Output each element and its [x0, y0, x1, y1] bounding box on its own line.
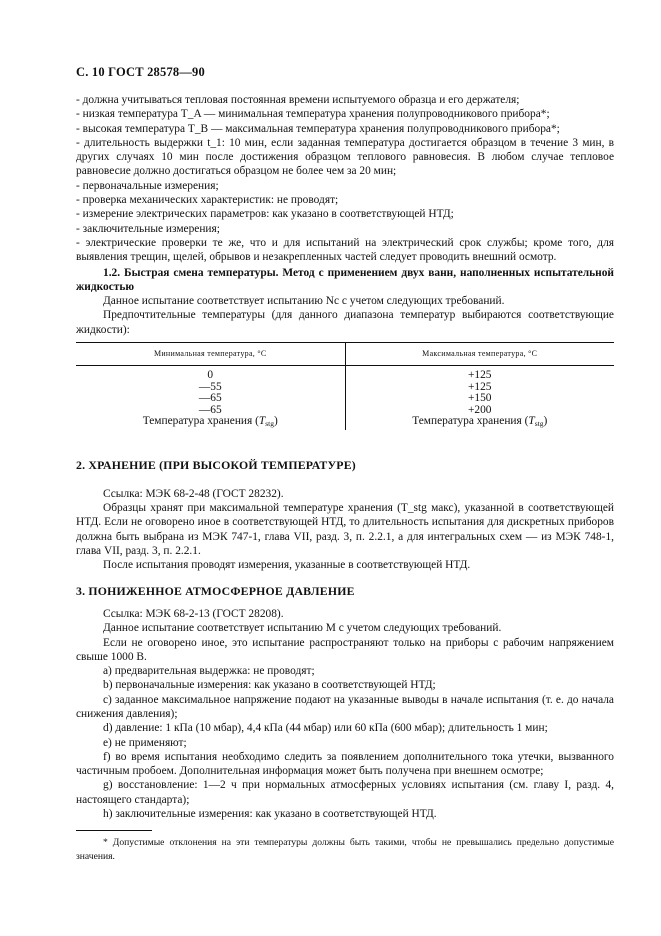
table-value: —55 [198, 380, 222, 393]
section-3-paragraph: Если не оговорено иное, это испытание распространяют только на приборы с рабочим напряжением свыше 1000 В. [76, 636, 614, 663]
section-3-item: f) во время испытания необходимо следить за появлением дополнительного тока утечки, вызванного частичным пробоем. Дополнительная информация может быть получена при внешнем осмотре; [76, 750, 614, 778]
min-temperature-cell [76, 366, 345, 430]
table-value: —65 [198, 392, 222, 405]
table-value: +125 [467, 369, 492, 382]
intro-item: - должна учитываться тепловая постоянная времени испытуемого образца и его держателя; [76, 94, 520, 106]
table-value: 0 [207, 369, 214, 382]
section-3-item: a) предварительная выдержка: не проводят; [103, 665, 315, 678]
max-temperature-cell [345, 366, 614, 430]
intro-item: - низкая температура T_A — минимальная температура хранения полупроводникового прибора*; [76, 108, 550, 121]
table-header-max: Максимальная температура, °C [345, 343, 614, 366]
table-value: +200 [467, 403, 492, 416]
section-3-item: c) заданное максимальное напряжение подают на указанные выводы в начале испытания (т. е. до начала снижения давления); [76, 693, 614, 720]
section-3-item: g) восстановление: 1—2 ч при нормальных атмосферных условиях испытания (см. главу I, разд. 4, настоящего стандарта); [76, 779, 614, 806]
section-2-title: 2. ХРАНЕНИЕ (ПРИ ВЫСОКОЙ ТЕМПЕРАТУРЕ) [76, 457, 356, 472]
document-body [76, 93, 614, 863]
intro-item: - проверка механических характеристик: не проводят; [76, 194, 339, 207]
table-value: +125 [467, 380, 492, 393]
intro-item: - измерение электрических параметров: как указано в соответствующей НТД; [76, 208, 454, 221]
section-3-item: h) заключительные измерения: как указано в соответствующей НТД. [103, 808, 437, 821]
section-3-item: b) первоначальные измерения: как указано в соответствующей НТД; [103, 679, 436, 692]
section-2-paragraph: Образцы хранят при максимальной температуре хранения (T_stg макс), указанной в соответствующей НТД. Если не оговорено иное в соответствующей НТД, то длительность испытания для дискретных приборов должна быть выбрана из МЭК 747-1, глава VII, разд. 3, п. 2.2.1, а для интегральных схем — из МЭК 748-1, глава VII, разд. 3, п. 2.2.1. [76, 502, 614, 558]
intro-item: - высокая температура T_B — максимальная температура хранения полупроводникового прибора*; [76, 122, 560, 135]
table-value: +150 [467, 392, 492, 405]
section-1-2-paragraph: Предпочтительные температуры (для данного диапазона температур выбираются соответствующие жидкости): [76, 309, 614, 336]
table-value: —65 [198, 403, 222, 416]
storage-temperature-label: Температура хранения $(T_{stg})$ [412, 415, 548, 429]
section-2-reference: Ссылка: МЭК 68-2-48 (ГОСТ 28232). [103, 487, 284, 500]
section-3-item: e) не применяют; [103, 736, 187, 749]
storage-temperature-label: Температура хранения $(T_{stg})$ [142, 415, 278, 429]
section-1-2-heading: 1.2. Быстрая смена температуры. Метод с применением двух ванн, наполненных испытательной жидкостью [76, 266, 614, 293]
section-1-2-paragraph: Данное испытание соответствует испытанию Nc с учетом следующих требований. [103, 295, 505, 308]
section-3-item: d) давление: 1 кПа (10 мбар), 4,4 кПа (44 мбар) или 60 кПа (600 мбар); длительность 1 мин; [103, 722, 548, 735]
section-3-reference: Ссылка: МЭК 68-2-13 (ГОСТ 28208). [103, 607, 284, 620]
intro-item: - заключительные измерения; [76, 222, 220, 235]
page-header: С. 10 ГОСТ 28578—90 [76, 65, 205, 79]
intro-item: - длительность выдержки t_1: 10 мин, если заданная температура достигается образцом в течение 3 мин, в других случаях 10 мин после достижения образцом теплового равновесия. В любом случае тепловое равновесие должно достигаться образцом не более чем за 20 мин; [76, 136, 614, 178]
footnote: * Допустимые отклонения на эти температуры должны быть такими, чтобы не превышались предельно допустимые значения. [76, 837, 614, 862]
section-3-title: 3. ПОНИЖЕННОЕ АТМОСФЕРНОЕ ДАВЛЕНИЕ [76, 583, 355, 598]
section-2-paragraph: После испытания проводят измерения, указанные в соответствующей НТД. [103, 559, 471, 572]
table-header-min: Минимальная температура, °C [76, 343, 345, 366]
intro-item: - первоначальные измерения; [76, 179, 219, 192]
temperature-table [76, 342, 614, 430]
intro-item: - электрические проверки те же, что и для испытаний на электрический срок службы; кроме того, для выявления трещин, щелей, обрывов и незакрепленных частей следует проводить внешний осмотр. [76, 236, 614, 264]
footnote-divider [76, 830, 152, 831]
section-3-paragraph: Данное испытание соответствует испытанию M с учетом следующих требований. [103, 622, 502, 635]
